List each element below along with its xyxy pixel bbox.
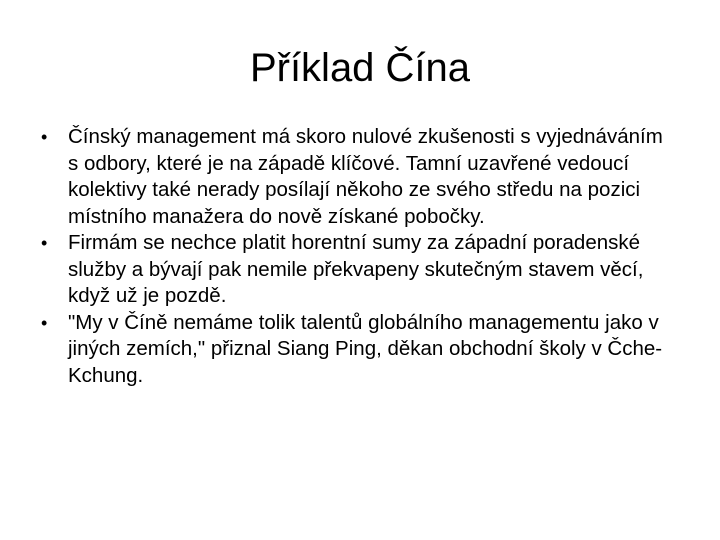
- bullet-text: Firmám se nechce platit horentní sumy za západní poradenské služby a bývají pak nemile překvapeny skutečným stavem věcí, když už je pozdě.: [68, 231, 644, 307]
- bullet-list: [36, 124, 676, 389]
- bullet-item-2: [36, 230, 676, 310]
- bullet-text: Čínský management má skoro nulové zkušenosti s vyjednáváním s odbory, které je na západě klíčové. Tamní uzavřené vedoucí kolektivy také nerady posílají někoho ze svého středu na pozici místního manažera do nově získané pobočky.: [68, 125, 663, 228]
- slide-title: Příklad Čína: [249, 46, 471, 90]
- bullet-item-3: [36, 310, 676, 390]
- bullet-text: "My v Číně nemáme tolik talentů globálního managementu jako v jiných zemích," přiznal Siang Ping, děkan obchodní školy v Čche-Kchung.: [68, 310, 663, 387]
- bullet-dot-icon: •: [41, 127, 48, 147]
- bullet-item-1: [36, 124, 676, 230]
- bullet-dot-icon: •: [41, 312, 48, 333]
- bullet-dot-icon: •: [41, 233, 48, 253]
